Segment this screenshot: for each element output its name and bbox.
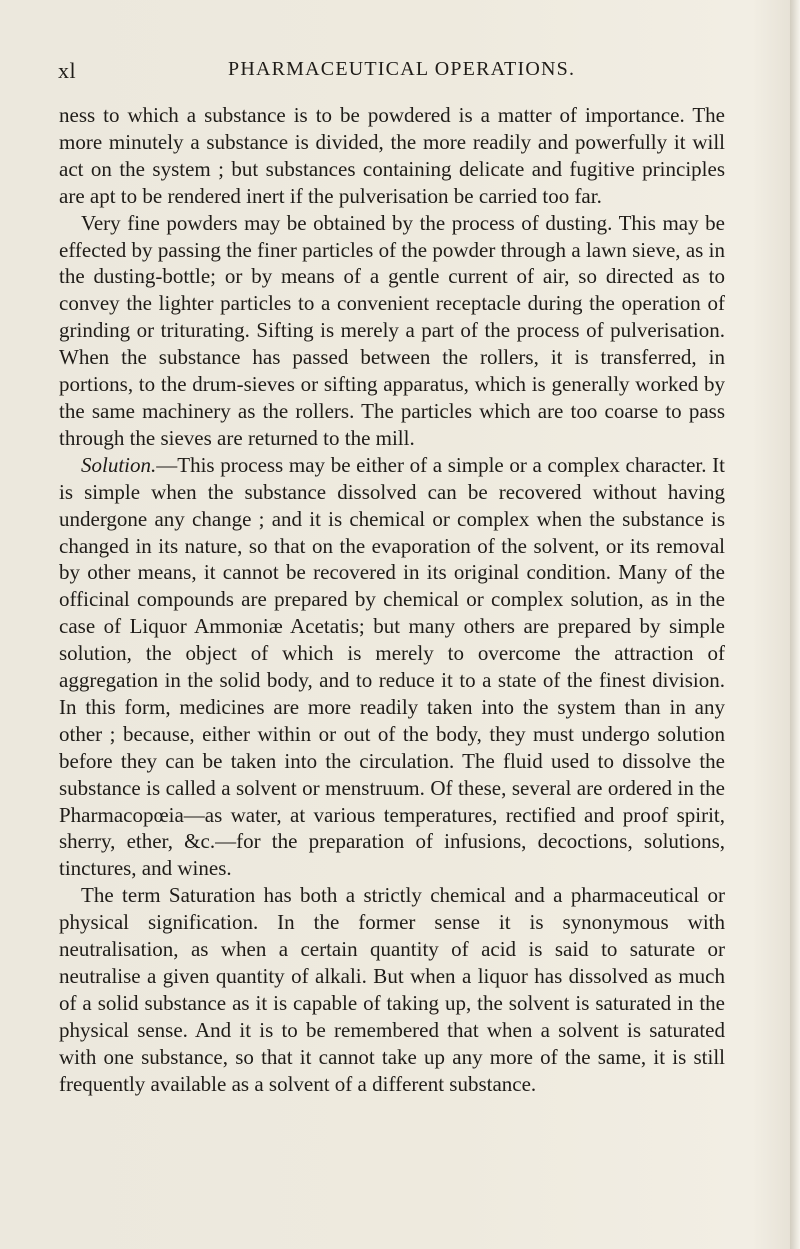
paragraph-text: —This process may be either of a simple or a complex character. It is simple when the substance dissolved can be recovered without having undergone any change ; and it is chemical or complex when the substance is changed in its nature, so that on the evaporation of the solvent, or its removal by other means, it cannot be recovered in its original condition. Many of the officinal compounds are prepared by chemical or complex solution, as in the case of Liquor Ammoniæ Acetatis; but many others are prepared by simple solution, the object of which is merely to overcome the attraction of aggregation in the solid body, and to reduce it to a state of the finest division. In this form, medicines are more readily taken into the system than in any other ; because, either within or out of the body, they must undergo solution before they can be taken into the circulation. The fluid used to dissolve the substance is called a solvent or menstruum. Of these, several are ordered in the Pharmacopœia—as water, at various temperatures, rectified and proof spirit, sherry, ether, &c.—for the preparation of infusions, decoctions, solutions, tinctures, and wines. bbox=[59, 452, 725, 881]
paragraph-solution bbox=[59, 452, 725, 883]
page-header bbox=[58, 52, 748, 88]
paragraph-powdering bbox=[59, 102, 725, 210]
paragraph-text: The term Saturation has both a strictly chemical and a pharmaceutical or physical signification. In the former sense it is synonymous with neutralisation, as when a certain quantity of acid is said to saturate or neutralise a given quantity of alkali. But when a liquor has dissolved as much of a solid substance as it is capable of taking up, the solvent is saturated in the physical sense. And it is to be remembered that when a solvent is saturated with one substance, so that it cannot take up any more of the same, it is still frequently available as a solvent of a different substance. bbox=[59, 883, 725, 1096]
paragraph-text: ness to which a substance is to be powdered is a matter of importance. The more minutely a substance is divided, the more readily and powerfully it will act on the system ; but substances containing delicate and fugitive principles are apt to be rendered inert if the pulverisation be carried too far. bbox=[59, 103, 725, 208]
page-edge bbox=[790, 0, 800, 1249]
section-lead: Solution. bbox=[81, 452, 157, 477]
paragraph-saturation bbox=[59, 882, 725, 1097]
running-title: PHARMACEUTICAL OPERATIONS. bbox=[228, 58, 576, 80]
main-text bbox=[59, 102, 725, 1098]
paragraph-dusting bbox=[59, 210, 725, 452]
paragraph-text: Very fine powders may be obtained by the process of dusting. This may be effected by passing the finer particles of the powder through a lawn sieve, as in the dusting-bottle; or by means of a gentle current of air, so directed as to convey the lighter particles to a convenient receptacle during the operation of grinding or triturating. Sifting is merely a part of the process of pulverisation. When the substance has passed between the rollers, it is transferred, in portions, to the drum-sieves or sifting apparatus, which is generally worked by the same machinery as the rollers. The particles which are too coarse to pass through the sieves are returned to the mill. bbox=[59, 210, 725, 450]
page-number: xl bbox=[58, 58, 77, 83]
